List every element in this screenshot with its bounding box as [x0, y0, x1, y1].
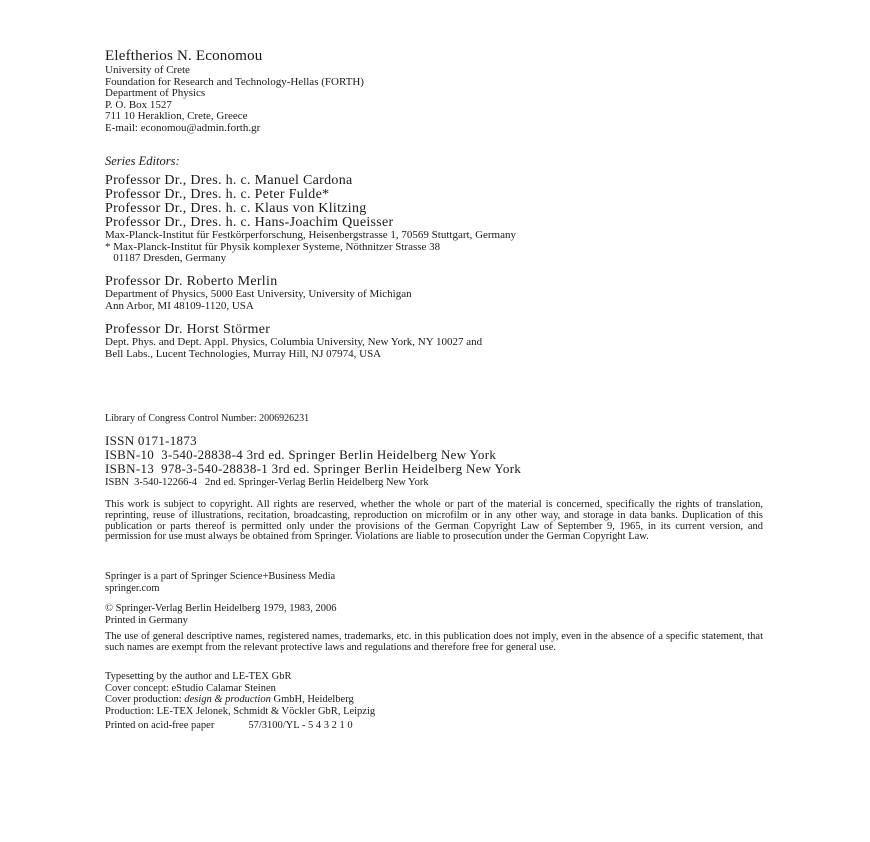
- editor-name: Professor Dr. Horst Störmer: [105, 322, 271, 337]
- isbn-edition: 3rd ed. Springer Berlin Heidelberg New York: [246, 447, 497, 462]
- isbn-13: [105, 462, 765, 476]
- typesetting-credit: Typesetting by the author and LE-TEX GbR: [105, 671, 292, 682]
- editor-name: Professor Dr., Dres. h. c. Hans-Joachim Queisser: [105, 215, 394, 230]
- issn: ISSN 0171-1873: [105, 433, 197, 448]
- lccn: Library of Congress Control Number: 2006926231: [105, 413, 310, 424]
- cover-production-prefix: Cover production:: [105, 694, 185, 705]
- editor-name: Professor Dr., Dres. h. c. Manuel Cardona: [105, 173, 353, 188]
- editor-stormer: [105, 323, 765, 360]
- copyright-line: © Springer-Verlag Berlin Heidelberg 1979, 1983, 2006: [105, 603, 337, 614]
- editor-name: Professor Dr., Dres. h. c. Klaus von Klitzing: [105, 201, 367, 216]
- printed-line: [105, 720, 765, 732]
- author-address-line: University of Crete: [105, 64, 190, 76]
- author-block: [105, 48, 765, 134]
- isbn-label: ISBN-10 3-540-28838-4: [105, 447, 244, 462]
- springer-url: springer.com: [105, 582, 160, 594]
- editor-address-line: Department of Physics, 5000 East University, University of Michigan: [105, 288, 412, 300]
- editor-address-line: Bell Labs., Lucent Technologies, Murray Hill, NJ 07974, USA: [105, 347, 382, 360]
- editor-address-line: Ann Arbor, MI 48109-1120, USA: [105, 299, 254, 312]
- production-block: [105, 671, 765, 717]
- author-address-line: P. O. Box 1527: [105, 98, 172, 111]
- trademark-notice: The use of general descriptive names, registered names, trademarks, etc. in this publication does not imply, even in the absence of a specific statement, that such names are exempt from the relevant protective laws and regulations and therefore free for general use.: [105, 631, 763, 653]
- editor-address-line: Dept. Phys. and Dept. Appl. Physics, Columbia University, New York, NY 10027 and: [105, 336, 483, 348]
- author-address-line: Department of Physics: [105, 87, 206, 99]
- author-address-line: 711 10 Heraklion, Crete, Greece: [105, 110, 248, 122]
- cover-production-italic: design & production: [184, 694, 271, 705]
- production-credit: Production: LE-TEX Jelonek, Schmidt & Vöckler GbR, Leipzig: [105, 705, 376, 717]
- cover-concept-credit: Cover concept: eStudio Calamar Steinen: [105, 682, 276, 694]
- editor-name: Professor Dr. Roberto Merlin: [105, 274, 278, 289]
- copyright-notice: This work is subject to copyright. All rights are reserved, whether the whole or part of the material is concerned, specifically the rights of translation, reprinting, reuse of illustrations, recitation, broadcasting, reproduction on microfilm or in any other way, and storage in data banks. Duplication of this publication or parts thereof is permitted only under the provisions of the German Copyright Law of September 9, 1965, in its current version, and permission for use must always be obtained from Springer. Violations are liable to prosecution under the German Copyright Law.: [105, 499, 763, 543]
- author-address-line: Foundation for Research and Technology-Hellas (FORTH): [105, 75, 364, 88]
- isbn-10: [105, 448, 765, 462]
- author-name: Eleftherios N. Economou: [105, 48, 263, 64]
- editor-merlin: [105, 275, 765, 312]
- isbn-old-edition: ISBN 3-540-12266-4 2nd ed. Springer-Verlag Berlin Heidelberg New York: [105, 477, 429, 488]
- editor-address-line: Max-Planck-Institut für Festkörperforschung, Heisenbergstrasse 1, 70569 Stuttgart, Germany: [105, 229, 516, 241]
- isbn-edition: 3rd ed. Springer Berlin Heidelberg New York: [271, 461, 522, 476]
- printed-in: Printed in Germany: [105, 614, 188, 626]
- springer-block: [105, 571, 765, 594]
- isbn-label: ISBN-13 978-3-540-28838-1: [105, 461, 269, 476]
- editor-address-line: 01187 Dresden, Germany: [105, 252, 227, 264]
- editor-name: Professor Dr., Dres. h. c. Peter Fulde*: [105, 187, 330, 202]
- editor-address-line: * Max-Planck-Institut für Physik komplexer Systeme, Nöthnitzer Strasse 38: [105, 240, 441, 253]
- springer-line: Springer is a part of Springer Science+Business Media: [105, 571, 336, 582]
- series-editors-heading: Series Editors:: [105, 154, 180, 168]
- editors-group-1: [105, 174, 765, 265]
- lccn-block: [105, 413, 765, 425]
- copyright-block: [105, 603, 765, 626]
- cover-production-credit: [105, 694, 765, 706]
- series-editors-block: [105, 154, 765, 168]
- author-email: E-mail: economou@admin.forth.gr: [105, 121, 261, 134]
- print-code: 57/3100/YL - 5 4 3 2 1 0: [248, 720, 353, 731]
- cover-production-suffix: GmbH, Heidelberg: [270, 694, 354, 705]
- isbn-block: [105, 434, 765, 489]
- printed-block: [105, 720, 765, 732]
- acid-free-paper: Printed on acid-free paper: [105, 720, 215, 731]
- trademark-notice-block: [105, 632, 765, 654]
- copyright-notice-block: [105, 500, 765, 543]
